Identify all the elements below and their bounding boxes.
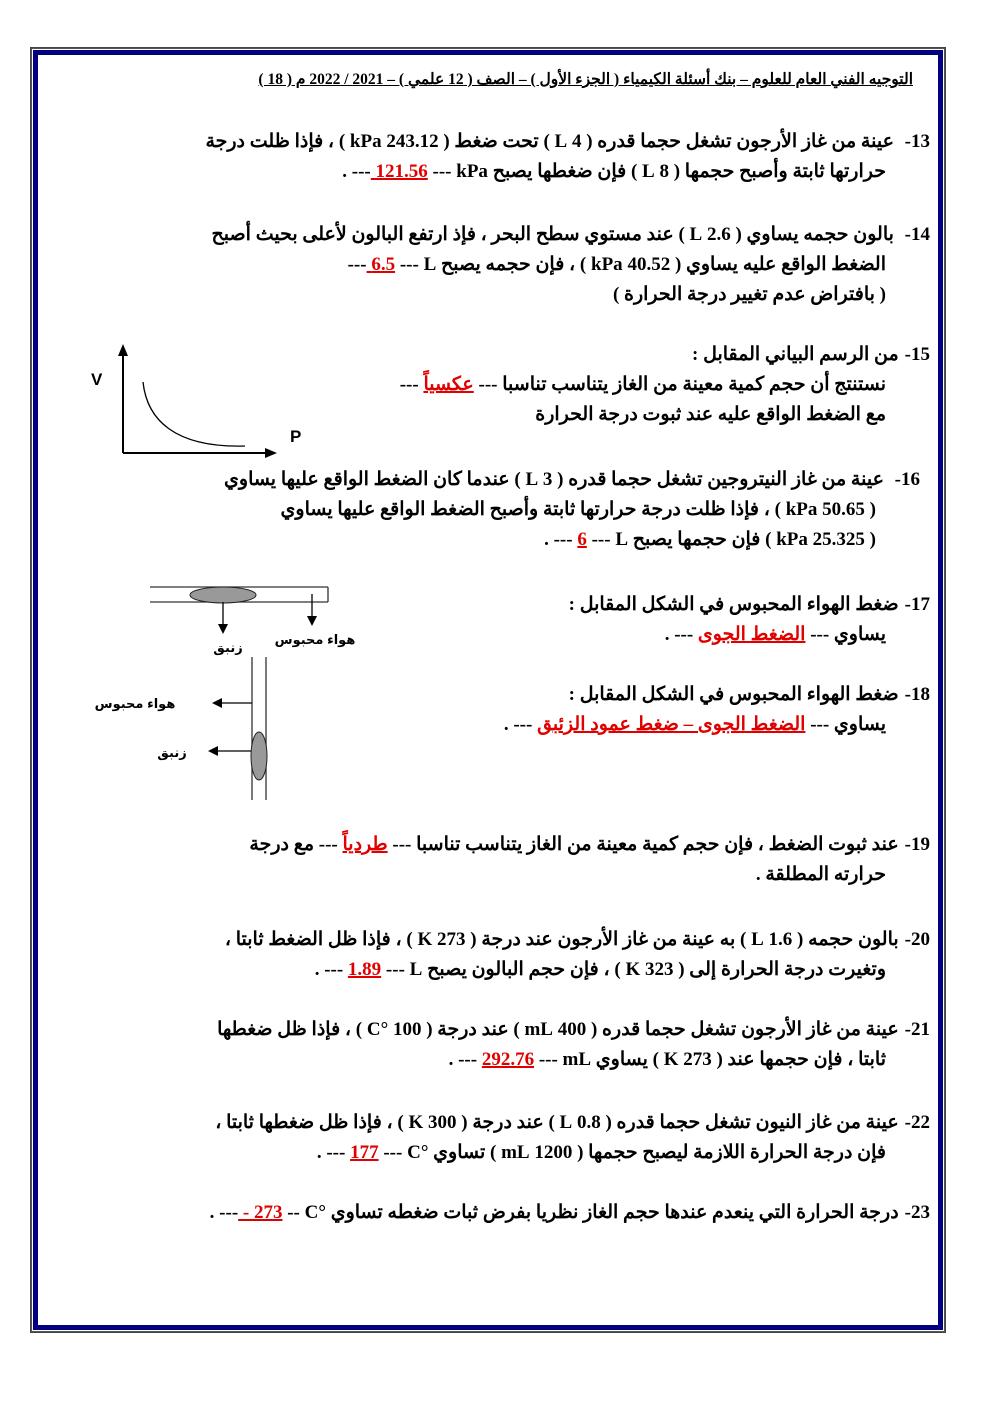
vertical-tube-diagram bbox=[90, 655, 290, 805]
answer: 273 - bbox=[238, 1202, 283, 1223]
question-16: -16 عينة من غاز النيتروجين تشغل حجما قدره ( 3 L ) عندما كان الضغط الواقع عليها يساوي ( 50.65 kPa ) ، فإذا ظلت درجة حرارتها ثابتة وأصبح الضغط الواقع عليها يساوي ( 25.325 kPa ) فإن حجمها يصبح L --- 6 --- . bbox=[224, 465, 920, 555]
mercury-label: زنبق bbox=[213, 640, 243, 655]
question-18: -18ضغط الهواء المحبوس في الشكل المقابل : يساوي --- الضغط الجوى – ضغط عمود الزئبق --- . bbox=[504, 680, 930, 740]
question-number: -19 bbox=[904, 834, 930, 855]
answer: 177 bbox=[350, 1142, 379, 1163]
answer: 6 bbox=[577, 529, 587, 550]
y-axis-label: V bbox=[91, 370, 103, 389]
question-20: -20بالون حجمه ( 1.6 L ) به عينة من غاز الأرجون عند درجة ( 273 K ) ، فإذا ظل الضغط ثابتا ، وتغيرت درجة الحرارة إلى ( 323 K ) ، فإن حجم البالون يصبح L --- 1.89 --- . bbox=[225, 925, 930, 985]
mercury-label: زنبق bbox=[157, 745, 187, 760]
page-header: التوجيه الفني العام للعلوم – بنك أسئلة الكيمياء ( الجزء الأول ) – الصف ( 12 علمي ) – 2021 / 2022 م ( 18 ) bbox=[258, 71, 913, 88]
answer: 6.5 bbox=[366, 254, 396, 275]
volume-pressure-graph bbox=[85, 340, 315, 460]
answer: 292.76 bbox=[481, 1049, 535, 1070]
question-19: -19عند ثبوت الضغط ، فإن حجم كمية معينة من الغاز يتناسب تناسبا --- طردياً --- مع درجة حرارته المطلقة . bbox=[249, 830, 930, 890]
x-axis-label: P bbox=[290, 427, 302, 446]
question-number: -15 bbox=[904, 344, 930, 365]
question-number: -17 bbox=[904, 594, 930, 615]
question-number: -13 bbox=[904, 131, 930, 152]
question-number: -20 bbox=[904, 929, 930, 950]
answer: عكسياً bbox=[423, 374, 474, 395]
horizontal-tube-diagram bbox=[140, 580, 380, 660]
answer: الضغط الجوى – ضغط عمود الزئبق bbox=[537, 714, 806, 735]
trapped-air-label: هواء محبوس bbox=[94, 696, 176, 711]
question-14: -14 بالون حجمه يساوي ( 2.6 L ) عند مستوي سطح البحر ، فإذ ارتفع البالون لأعلى بحيث أصبح الضغط الواقع عليه يساوي ( 40.52 kPa ) ، فإن حجمه يصبح L --- 6.5 --- ( بافتراض عدم تغيير درجة الحرارة ) bbox=[212, 220, 930, 310]
question-number: -21 bbox=[904, 1019, 930, 1040]
question-23: -23درجة الحرارة التي ينعدم عندها حجم الغاز نظريا بفرض ثبات ضغطه تساوي °C -- 273 - --- . bbox=[210, 1198, 930, 1228]
question-number: -23 bbox=[904, 1202, 930, 1223]
question-13: -13 عينة من غاز الأرجون تشغل حجما قدره ( 4 L ) تحت ضغط ( 243.12 kPa ) ، فإذا ظلت درجة حرارتها ثابتة وأصبح حجمها ( 8 L ) فإن ضغطها يصبح kPa --- 121.56 --- . bbox=[205, 127, 930, 187]
question-17: -17ضغط الهواء المحبوس في الشكل المقابل : يساوي --- الضغط الجوى --- . bbox=[569, 590, 930, 650]
question-number: -18 bbox=[904, 684, 930, 705]
trapped-air-label: هواء محبوس bbox=[274, 632, 356, 647]
question-number: -22 bbox=[904, 1112, 930, 1133]
question-15: -15من الرسم البياني المقابل : نستنتج أن حجم كمية معينة من الغاز يتناسب تناسبا --- عكسياً --- مع الضغط الواقع عليه عند ثبوت درجة الحرارة bbox=[400, 340, 930, 430]
answer: طردياً bbox=[342, 834, 388, 855]
answer: 1.89 bbox=[347, 959, 382, 980]
question-22: -22عينة من غاز النيون تشغل حجما قدره ( 0.8 L ) عند درجة ( 300 K ) ، فإذا ظل ضغطها ثابتا ، فإن درجة الحرارة اللازمة ليصبح حجمها ( 1200 mL ) تساوي °C --- 177 --- . bbox=[215, 1108, 930, 1168]
question-21: -21عينة من غاز الأرجون تشغل حجما قدره ( 400 mL ) عند درجة ( 100 °C ) ، فإذا ظل ضغطها ثابتا ، فإن حجمها عند ( 273 K ) يساوي mL --- 292.76 --- . bbox=[217, 1015, 930, 1075]
answer: الضغط الجوى bbox=[697, 624, 806, 645]
answer: 121.56 bbox=[370, 161, 428, 182]
question-number: -14 bbox=[904, 224, 930, 245]
question-number: -16 bbox=[894, 469, 920, 490]
